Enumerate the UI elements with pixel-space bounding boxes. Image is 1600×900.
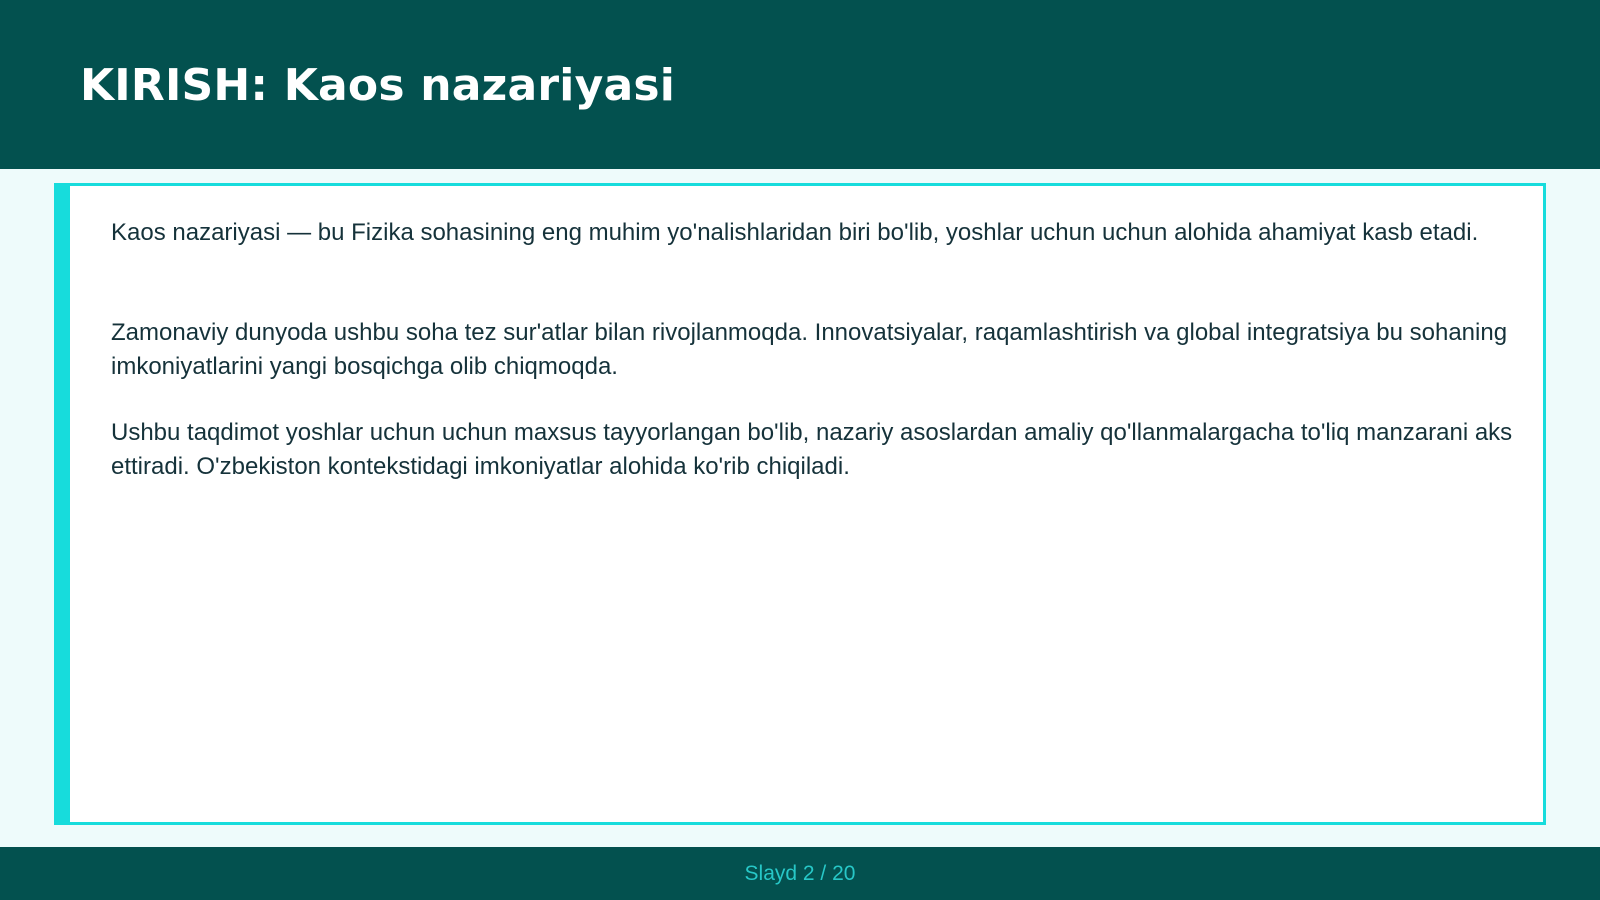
slide-header	[0, 0, 1600, 169]
presentation-paragraph: Ushbu taqdimot yoshlar uchun uchun maxsus tayyorlangan bo'lib, nazariy asoslardan amaliy qo'llanmalargacha to'liq manzarani aks ettiradi. O'zbekiston kontekstidagi imkoniyatlar alohida ko'rib chiqiladi.	[111, 419, 1513, 480]
intro-paragraph: Kaos nazariyasi — bu Fizika sohasining eng muhim yo'nalishlaridan biri bo'lib, yoshlar uchun uchun alohida ahamiyat kasb etadi.	[111, 219, 1479, 246]
slide-footer	[0, 847, 1600, 900]
slide-title: KIRISH: Kaos nazariyasi	[80, 60, 676, 111]
content-panel	[54, 183, 1546, 825]
development-paragraph: Zamonaviy dunyoda ushbu soha tez sur'atlar bilan rivojlanmoqda. Innovatsiyalar, raqamlashtirish va global integratsiya bu sohaning imkoniyatlarini yangi bosqichga olib chiqmoqda.	[111, 319, 1508, 380]
slide-counter: Slayd 2 / 20	[744, 862, 856, 885]
